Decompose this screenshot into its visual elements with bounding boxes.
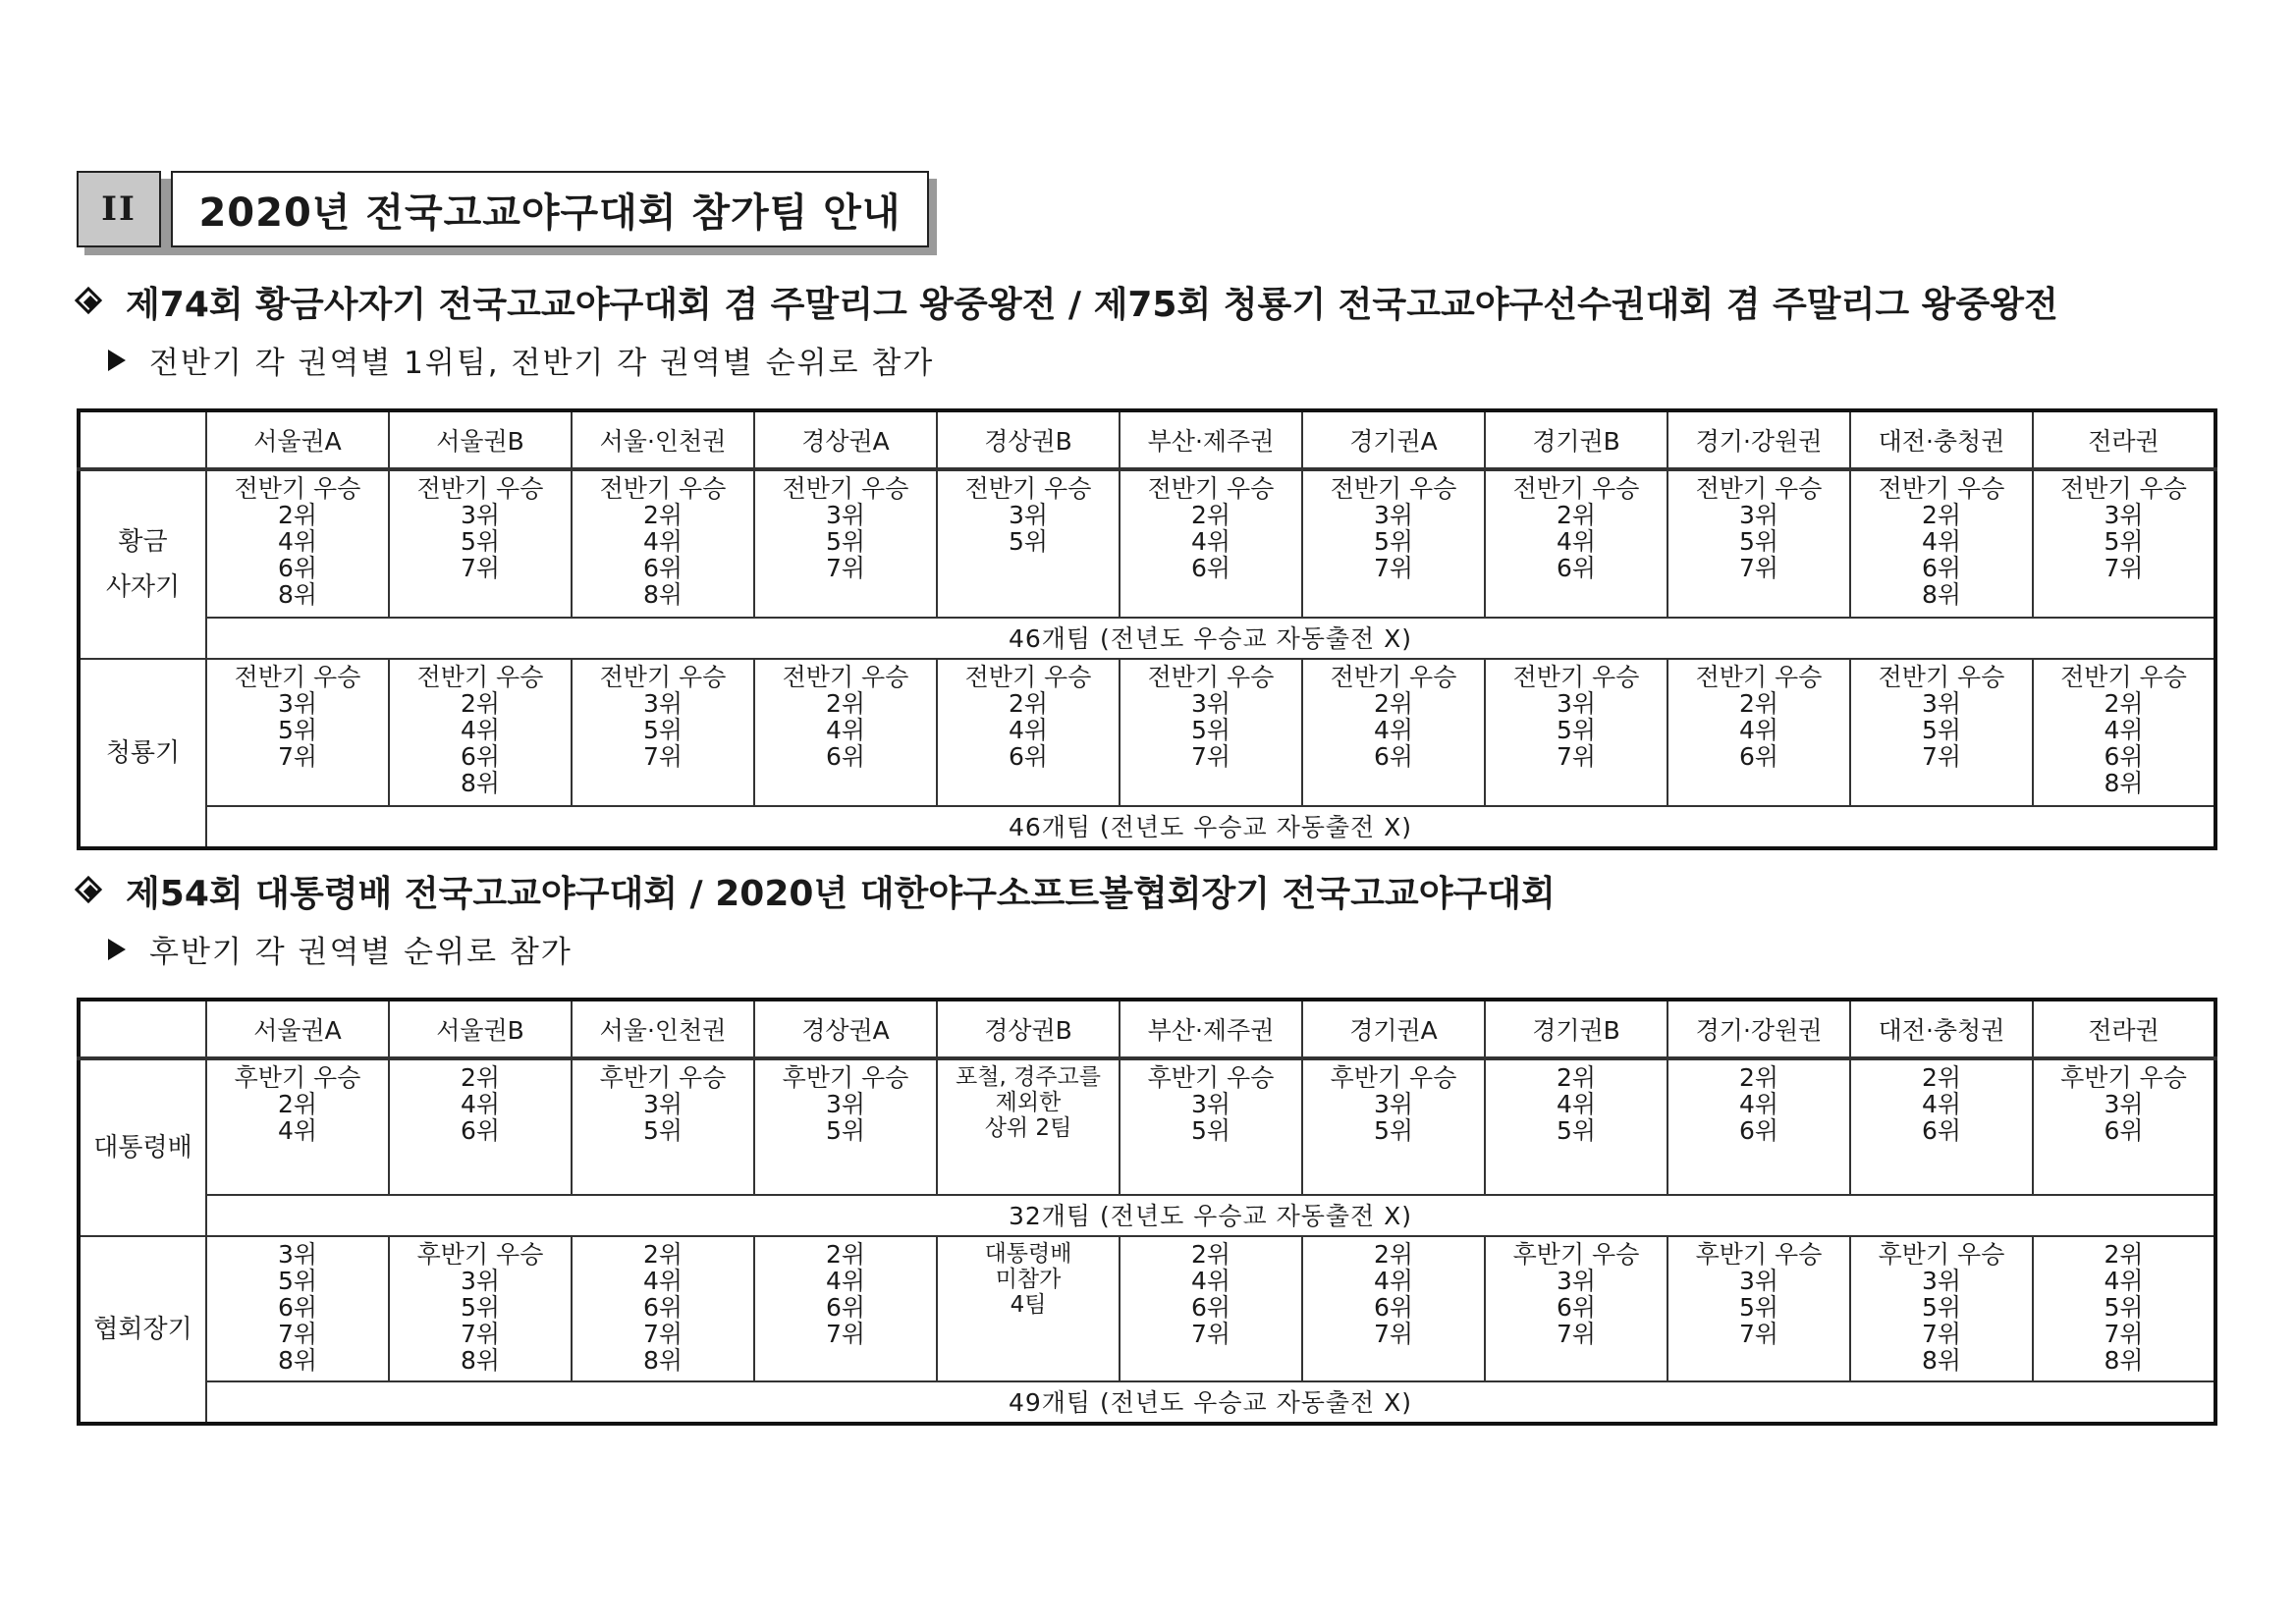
column-header: 전라권 [2033,410,2215,469]
table-cell: 전반기 우승 2위 4위 6위 8위 [572,469,754,618]
section1-heading [77,277,2058,327]
table-cell: 전반기 우승 3위 5위 7위 [1850,659,2033,806]
table-cell: 전반기 우승 2위 4위 6위 [1485,469,1667,618]
table-cell: 전반기 우승 3위 5위 7위 [2033,469,2215,618]
table-cell: 3위 5위 6위 7위 8위 [206,1236,389,1381]
table-cell: 후반기 우승 3위 5위 [1120,1058,1302,1195]
table-cell: 후반기 우승 3위 5위 7위 [1667,1236,1850,1381]
table-cell: 2위 4위 6위 7위 8위 [572,1236,754,1381]
table-cell: 2위 4위 6위 7위 [1302,1236,1485,1381]
section1-subheading-text: 전반기 각 권역별 1위팀, 전반기 각 권역별 순위로 참가 [149,346,935,381]
table-cell: 2위 4위 6위 [1667,1058,1850,1195]
table-cell: 전반기 우승 3위 5위 7위 [1667,469,1850,618]
table-cell: 2위 4위 6위 [389,1058,572,1195]
column-header: 서울·인천권 [572,1000,754,1058]
column-header: 대전·충청권 [1850,1000,2033,1058]
table-cell: 2위 4위 6위 7위 [754,1236,937,1381]
column-header: 서울권A [206,1000,389,1058]
table-cell: 후반기 우승 3위 5위 [572,1058,754,1195]
table-cell: 전반기 우승 3위 5위 7위 [389,469,572,618]
table-cell: 후반기 우승 3위 5위 7위 8위 [1850,1236,2033,1381]
team-total: 49개팀 (전년도 우승교 자동출전 X) [206,1381,2215,1424]
table-corner [79,410,206,469]
diamond-bullet-icon [77,878,104,905]
page-header [77,171,929,247]
table-cell: 전반기 우승 3위 5위 7위 [1120,659,1302,806]
table-cell: 전반기 우승 2위 4위 6위 [937,659,1120,806]
row-label: 대통령배 [79,1058,206,1236]
diamond-bullet-icon [77,289,104,316]
page-title: 2020년 전국고교야구대회 참가팀 안내 [171,171,929,247]
column-header: 경기권B [1485,1000,1667,1058]
team-total: 32개팀 (전년도 우승교 자동출전 X) [206,1195,2215,1236]
column-header: 서울권B [389,410,572,469]
table-cell: 전반기 우승 2위 4위 6위 8위 [1850,469,2033,618]
table-cell: 전반기 우승 2위 4위 6위 [1302,659,1485,806]
table-cell: 2위 4위 6위 7위 [1120,1236,1302,1381]
section1-heading-text: 제74회 황금사자기 전국고교야구대회 겸 주말리그 왕중왕전 / 제75회 청룡기 전국고교야구선수권대회 겸 주말리그 왕중왕전 [126,285,2058,325]
column-header: 경상권B [937,410,1120,469]
table-cell: 후반기 우승 3위 6위 7위 [1485,1236,1667,1381]
column-header: 경기·강원권 [1667,1000,1850,1058]
column-header: 경상권B [937,1000,1120,1058]
table-cell: 대통령배 미참가 4팀 [937,1236,1120,1381]
table-cell: 2위 4위 6위 [1850,1058,2033,1195]
column-header: 전라권 [2033,1000,2215,1058]
table-cell: 전반기 우승 2위 4위 6위 8위 [206,469,389,618]
table-cell: 후반기 우승 3위 5위 7위 8위 [389,1236,572,1381]
column-header: 서울·인천권 [572,410,754,469]
table-cell: 전반기 우승 3위 5위 7위 [572,659,754,806]
section2-heading-text: 제54회 대통령배 전국고교야구대회 / 2020년 대한야구소프트볼협회장기 전국고교야구대회 [126,874,1556,914]
team-total: 46개팀 (전년도 우승교 자동출전 X) [206,618,2215,659]
column-header: 경기권A [1302,410,1485,469]
table-cell: 전반기 우승 3위 5위 7위 [206,659,389,806]
section-number: II [77,171,161,247]
column-header: 경기권B [1485,410,1667,469]
table-cell: 포철, 경주고를 제외한 상위 2팀 [937,1058,1120,1195]
table-cell: 전반기 우승 3위 5위 7위 [754,469,937,618]
column-header: 경기권A [1302,1000,1485,1058]
table-cell: 후반기 우승 3위 5위 [1302,1058,1485,1195]
row-label: 청룡기 [79,659,206,848]
table-cell: 전반기 우승 2위 4위 6위 8위 [389,659,572,806]
section1-table [77,408,2217,850]
column-header: 대전·충청권 [1850,410,2033,469]
triangle-bullet-icon [108,939,126,960]
section2-heading [77,866,1556,916]
column-header: 서울권B [389,1000,572,1058]
table-cell: 전반기 우승 2위 4위 6위 8위 [2033,659,2215,806]
table-cell: 후반기 우승 2위 4위 [206,1058,389,1195]
column-header: 서울권A [206,410,389,469]
table-cell: 전반기 우승 3위 5위 7위 [1485,659,1667,806]
section2-subheading-text: 후반기 각 권역별 순위로 참가 [149,935,573,970]
table-cell: 전반기 우승 2위 4위 6위 [1667,659,1850,806]
row-label: 협회장기 [79,1236,206,1424]
table-cell: 2위 4위 5위 [1485,1058,1667,1195]
section1-subheading [108,338,934,382]
section2-table [77,998,2217,1426]
column-header: 부산·제주권 [1120,410,1302,469]
team-total: 46개팀 (전년도 우승교 자동출전 X) [206,806,2215,848]
column-header: 경상권A [754,1000,937,1058]
row-label: 황금 사자기 [79,469,206,659]
table-cell: 전반기 우승 2위 4위 6위 [1120,469,1302,618]
table-cell: 전반기 우승 2위 4위 6위 [754,659,937,806]
column-header: 부산·제주권 [1120,1000,1302,1058]
table-cell: 후반기 우승 3위 5위 [754,1058,937,1195]
column-header: 경상권A [754,410,937,469]
column-header: 경기·강원권 [1667,410,1850,469]
table-cell: 전반기 우승 3위 5위 7위 [1302,469,1485,618]
section2-subheading [108,927,573,971]
table-cell: 후반기 우승 3위 6위 [2033,1058,2215,1195]
table-corner [79,1000,206,1058]
triangle-bullet-icon [108,350,126,371]
table-cell: 2위 4위 5위 7위 8위 [2033,1236,2215,1381]
table-cell: 전반기 우승 3위 5위 [937,469,1120,618]
